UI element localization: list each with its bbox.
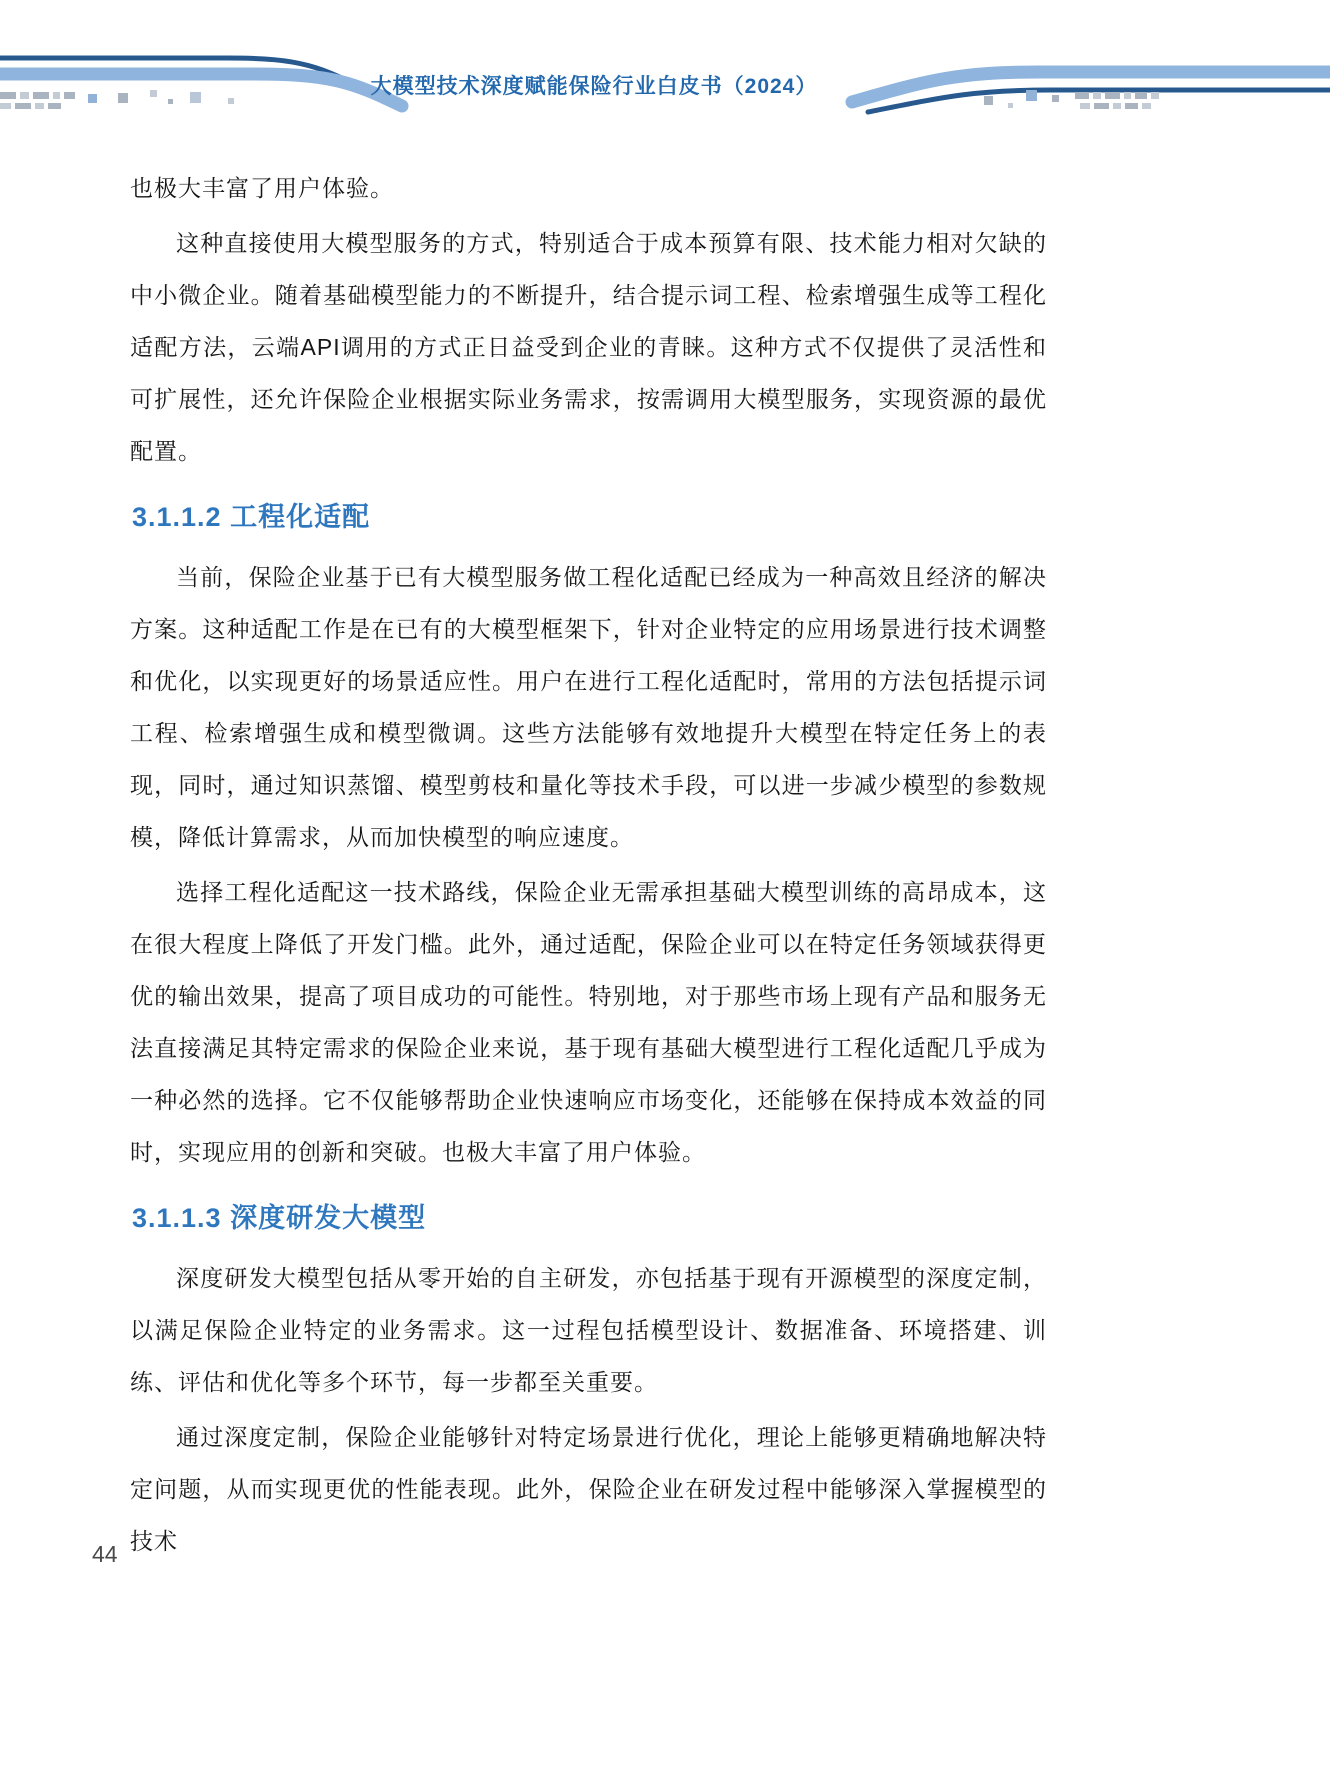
paragraph-cloud-api: 这种直接使用大模型服务的方式，特别适合于成本预算有限、技术能力相对欠缺的中小微企业。随着基础模型能力的不断提升，结合提示词工程、检索增强生成等工程化适配方法，云端API调用的方式正日益受到企业的青睐。这种方式不仅提供了灵活性和可扩展性，还允许保险企业根据实际业务需求，按需调用大模型服务，实现资源的最优配置。	[130, 230, 1047, 464]
paragraph-deep-dev-2: 通过深度定制，保险企业能够针对特定场景进行优化，理论上能够更精确地解决特定问题，从而实现更优的性能表现。此外，保险企业在研发过程中能够深入掌握模型的技术	[130, 1424, 1047, 1554]
section-heading-3-1-1-3: 3.1.1.3 深度研发大模型	[132, 1203, 427, 1233]
paragraph-deep-dev-1: 深度研发大模型包括从零开始的自主研发，亦包括基于现有开源模型的深度定制，以满足保险企业特定的业务需求。这一过程包括模型设计、数据准备、环境搭建、训练、评估和优化等多个环节，每一步都至关重要。	[130, 1265, 1047, 1395]
paragraph-engineering-2: 选择工程化适配这一技术路线，保险企业无需承担基础大模型训练的高昂成本，这在很大程度上降低了开发门槛。此外，通过适配，保险企业可以在特定任务领域获得更优的输出效果，提高了项目成功的可能性。特别地，对于那些市场上现有产品和服务无法直接满足其特定需求的保险企业来说，基于现有基础大模型进行工程化适配几乎成为一种必然的选择。它不仅能够帮助企业快速响应市场变化，还能够在保持成本效益的同时，实现应用的创新和突破。也极大丰富了用户体验。	[130, 879, 1047, 1165]
document-header-title: 大模型技术深度赋能保险行业白皮书（2024）	[370, 75, 818, 98]
section-heading-3-1-1-2: 3.1.1.2 工程化适配	[132, 502, 371, 532]
page-content	[130, 162, 1047, 1570]
header-mosaic-left	[0, 90, 234, 109]
paragraph-continuation: 也极大丰富了用户体验。	[130, 175, 394, 201]
page-number: 44	[92, 1541, 118, 1567]
ribbon-right-light	[852, 72, 1330, 102]
paragraph-engineering-1: 当前，保险企业基于已有大模型服务做工程化适配已经成为一种高效且经济的解决方案。这种适配工作是在已有的大模型框架下，针对企业特定的应用场景进行技术调整和优化，以实现更好的场景适应性。用户在进行工程化适配时，常用的方法包括提示词工程、检索增强生成和模型微调。这些方法能够有效地提升大模型在特定任务上的表现，同时，通过知识蒸馏、模型剪枝和量化等技术手段，可以进一步减少模型的参数规模，降低计算需求，从而加快模型的响应速度。	[130, 564, 1047, 850]
